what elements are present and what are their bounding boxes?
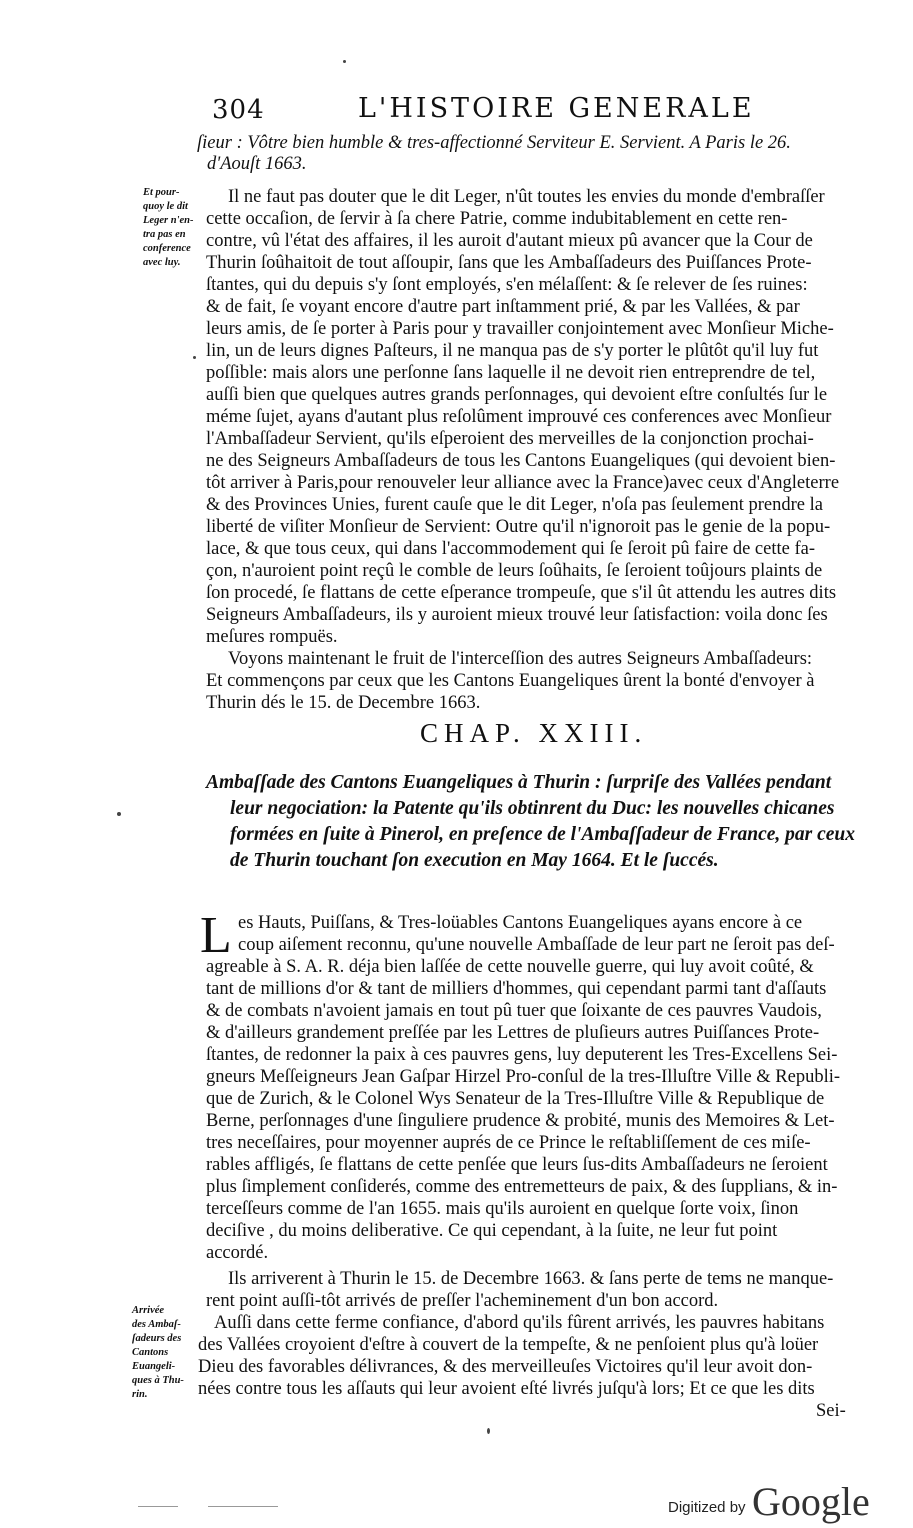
text-line: es Hauts, Puiſſans, & Tres-loüables Cantons Euangeliques ayans encore à ce <box>238 913 803 933</box>
margin-note-line: Leger n'en- <box>143 215 194 226</box>
text-line: Berne, perſonnages d'une ſinguliere prudence & probité, munis des Memoires & Let- <box>206 1111 835 1131</box>
margin-note-line: rin. <box>132 1389 148 1400</box>
digitized-by-label: Digitized by <box>668 1499 746 1516</box>
text-line: que de Zurich, & le Colonel Wys Senateur de la Tres-Illuſtre Ville & Republique de <box>206 1089 825 1109</box>
text-line: nées contre tous les aſſauts qui leur avoient eſté livrés juſqu'à lors; Et ce que les dits <box>198 1379 815 1399</box>
scan-speck <box>487 1428 490 1434</box>
google-logo: Google <box>752 1479 870 1524</box>
text-line: lin, un de leurs dignes Paſteurs, il ne manqua pas de s'y porter le plûtôt qu'il luy fut <box>206 341 819 361</box>
text-line: auſſi bien que quelques autres grands perſonnages, qui devoient eſtre conſultés ſur le <box>206 385 828 405</box>
text-line: coup aiſement reconnu, qu'une nouvelle Ambaſſade de leur part ne ſeroit pas deſ- <box>238 935 835 955</box>
text-line: lace, & que tous ceux, qui dans l'accommodement qui ſe ſeroit pû faire de cette fa- <box>206 539 815 559</box>
text-line: méme ſujet, ayans d'autant plus reſolûment improuvé ces conferences avec Monſieur <box>206 407 832 427</box>
text-line: Voyons maintenant le fruit de l'interceſſion des autres Seigneurs Ambaſſadeurs: <box>228 649 813 669</box>
opening-line: ſieur : Vôtre bien humble & tres-affectionné Serviteur E. Servient. A Paris le 26. <box>197 133 791 153</box>
page-number: 304 <box>212 95 265 125</box>
text-line: terceſſeurs comme de l'an 1655. mais qu'ils auroient en quelque ſorte voix, ſinon <box>206 1199 799 1219</box>
margin-note-line: Euangeli- <box>132 1361 176 1372</box>
margin-note-line: des Ambaſ- <box>132 1319 181 1330</box>
margin-note-line: Et pour- <box>143 187 180 198</box>
opening-line: d'Aouſt 1663. <box>207 154 307 174</box>
text-line: Et commençons par ceux que les Cantons Euangeliques ûrent la bonté d'envoyer à <box>206 671 815 691</box>
text-line: agreable à S. A. R. déja bien laſſée de cette nouvelle guerre, qui luy avoit coûté, & <box>206 957 814 977</box>
text-line: & de combats n'avoient jamais en tout pû tuer que ſoixante de ces pauvres Vaudois, <box>206 1001 822 1021</box>
margin-note-line: Arrivée <box>132 1305 165 1316</box>
summary-line: formées en ſuite à Pinerol, en preſence de l'Ambaſſadeur de France, par ceux <box>230 824 855 845</box>
text-line: ſon procedé, ſe flattans de cette eſperance trompeuſe, que s'il ût attendu les autres dits <box>206 583 837 603</box>
margin-note-line: Cantons <box>132 1347 169 1358</box>
running-head: L'HISTOIRE GENERALE <box>358 93 755 124</box>
text-line: rent point auſſi-tôt arrivés de preſſer l'acheminement d'un bon accord. <box>206 1291 719 1311</box>
drop-cap: L <box>200 907 232 964</box>
summary-line: de Thurin touchant ſon execution en May 1664. Et le ſuccés. <box>230 850 719 871</box>
text-line: liberté de viſiter Monſieur de Servient: Outre qu'il n'ignoroit pas le genie de la popu- <box>206 517 831 537</box>
scan-speck <box>193 356 196 359</box>
margin-note-pourquoy <box>143 186 203 270</box>
text-line: poſſible: mais alors une perſonne ſans laquelle il ne devoit rien entreprendre de tel, <box>206 363 816 383</box>
chapter-heading: CHAP. XXIII. <box>420 718 648 748</box>
text-line: ſtantes, de redonner la paix à ces pauvres gens, luy deputerent les Tres-Excellens Sei- <box>206 1045 838 1065</box>
text-line: meſures rompuës. <box>206 627 338 647</box>
text-line: leurs amis, de ſe porter à Paris pour y travailler conjointement avec Monſieur Miche- <box>206 319 834 339</box>
summary-line: Ambaſſade des Cantons Euangeliques à Thurin : ſurpriſe des Vallées pendant <box>206 772 832 793</box>
text-line: Auſſi dans cette ferme confiance, d'abord qu'ils fûrent arrivés, les pauvres habitans <box>214 1313 825 1333</box>
text-line: çon, n'auroient point reçû le comble de leurs ſoûhaits, ſe ſeroient toûjours plaints de <box>206 561 823 581</box>
text-line: Thurin dés le 15. de Decembre 1663. <box>206 693 481 713</box>
catchword: Sei- <box>816 1401 846 1421</box>
text-line: & des Provinces Unies, furent cauſe que le dit Leger, n'oſa pas ſeulement prendre la <box>206 495 823 515</box>
text-line: l'Ambaſſadeur Servient, qu'ils eſperoient des merveilles de la conjonction prochai- <box>206 429 814 449</box>
scan-line <box>138 1506 178 1507</box>
text-line: Thurin ſoûhaitoit de tout aſſoupir, ſans que les Ambaſſadeurs des Puiſſances Prote- <box>206 253 812 273</box>
margin-note-line: ſadeurs des <box>132 1333 182 1344</box>
text-line: Il ne faut pas douter que le dit Leger, n'ût toutes les envies du monde d'embraſſer <box>228 187 825 207</box>
scan-speck <box>117 812 121 816</box>
text-line: & d'ailleurs grandement preſſée par les Lettres de pluſieurs autres Puiſſances Prote- <box>206 1023 820 1043</box>
summary-line: leur negociation: la Patente qu'ils obtinrent du Duc: les nouvelles chicanes <box>230 798 835 819</box>
text-line: des Vallées croyoient d'eſtre à couvert de la tempeſte, & ne penſoient plus qu'à loüer <box>198 1335 819 1355</box>
text-line: contre, vû l'état des affaires, il les auroit d'autant mieux pû avancer que la Cour de <box>206 231 813 251</box>
margin-note-line: conference <box>143 243 191 254</box>
text-line: & de fait, ſe voyant encore d'autre part inſtamment prié, & par les Vallées, & par <box>206 297 800 317</box>
margin-note-arrivee <box>132 1304 198 1402</box>
margin-note-line: ques à Thu- <box>132 1375 184 1386</box>
text-line: Ils arriverent à Thurin le 15. de Decembre 1663. & ſans perte de tems ne manque- <box>228 1269 834 1289</box>
text-line: gneurs Meſſeigneurs Jean Gaſpar Hirzel Pro-conſul de la tres-Illuſtre Ville & Republi- <box>206 1067 841 1087</box>
text-line: plus ſimplement conſiderés, comme des entremetteurs de paix, & des ſupplians, & in- <box>206 1177 838 1197</box>
text-line: accordé. <box>206 1243 269 1263</box>
text-line: deciſive , du moins deliberative. Ce qui cependant, à la ſuite, ne leur fut point <box>206 1221 778 1241</box>
text-line: Dieu des favorables délivrances, & des merveilleuſes Victoires qu'il leur avoit don- <box>198 1357 813 1377</box>
scan-line <box>208 1506 278 1507</box>
margin-note-line: tra pas en <box>143 229 186 240</box>
text-line: ne des Seigneurs Ambaſſadeurs de tous les Cantons Euangeliques (qui devoient bien- <box>206 451 836 471</box>
text-line: rables affligés, ſe flattans de cette penſée que leurs ſus-dits Ambaſſadeurs ne ſeroient <box>206 1155 828 1175</box>
scan-speck <box>343 60 346 63</box>
text-line: cette occaſion, de ſervir à ſa chere Patrie, comme indubitablement en cette ren- <box>206 209 788 229</box>
text-line: tôt arriver à Paris,pour renouveler leur alliance avec la France)avec ceux d'Angleterre <box>206 473 840 493</box>
text-line: Seigneurs Ambaſſadeurs, ils y auroient mieux trouvé leur ſatisfaction: voila donc ſes <box>206 605 828 625</box>
margin-note-line: quoy le dit <box>143 201 188 212</box>
text-line: tres neceſſaires, pour moyenner auprés de ce Prince le reſtabliſſement de ces miſe- <box>206 1133 811 1153</box>
margin-note-line: avec luy. <box>143 257 181 268</box>
text-line: ſtantes, qui du depuis s'y ſont employés, s'en mélaſſent: & ſe relever de ſes ruines: <box>206 275 808 295</box>
text-line: tant de millions d'or & tant de milliers d'hommes, qui cependant parmi tant d'aſſauts <box>206 979 827 999</box>
